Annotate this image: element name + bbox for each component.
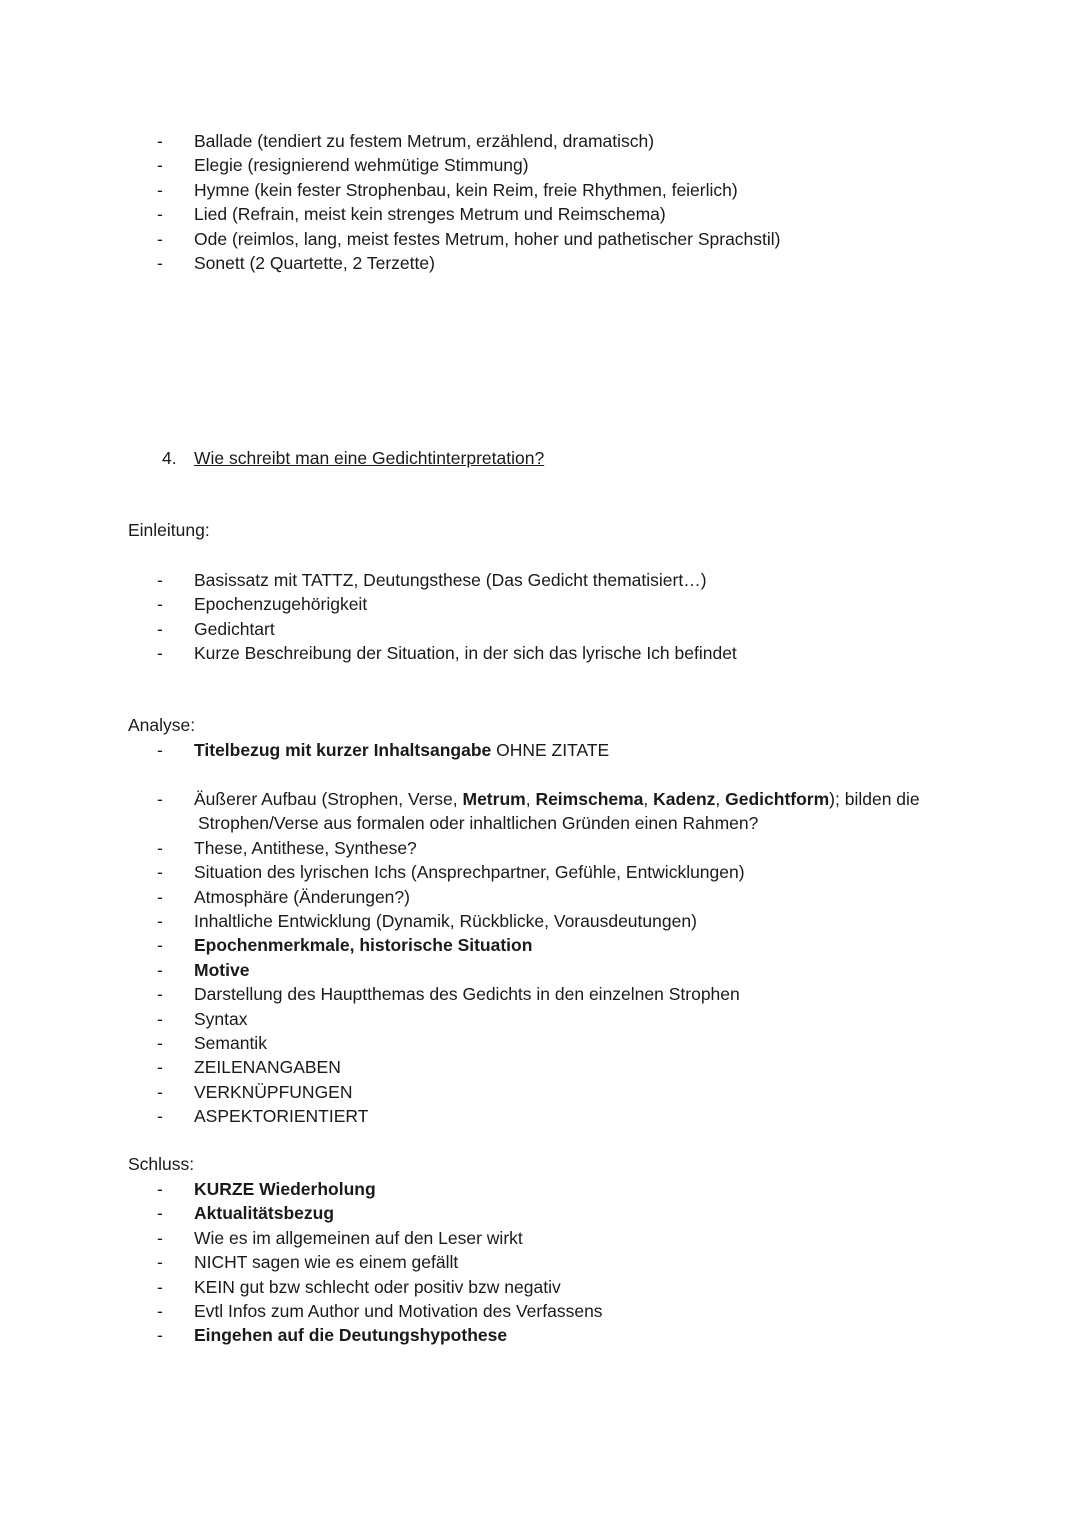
einleitung-list bbox=[0, 568, 1080, 666]
list-item: - Darstellung des Hauptthemas des Gedichts in den einzelnen Strophen bbox=[157, 984, 740, 1005]
section-title: Wie schreibt man eine Gedichtinterpretation? bbox=[194, 448, 545, 468]
list-item: - Semantik bbox=[157, 1032, 267, 1053]
list-item: - Lied (Refrain, meist kein strenges Metrum und Reimschema) bbox=[157, 204, 666, 225]
list-item: - Syntax bbox=[157, 1008, 248, 1029]
list-item: - Sonett (2 Quartette, 2 Terzette) bbox=[157, 252, 435, 273]
list-item: - Hymne (kein fester Strophenbau, kein Reim, freie Rhythmen, feierlich) bbox=[157, 179, 738, 200]
list-item: - Elegie (resignierend wehmütige Stimmung) bbox=[157, 155, 529, 176]
list-item: - ASPEKTORIENTIERT bbox=[157, 1106, 369, 1127]
section-number: 4. bbox=[162, 448, 177, 468]
list-item: - Situation des lyrischen Ichs (Ansprechpartner, Gefühle, Entwicklungen) bbox=[157, 862, 745, 883]
analyse-heading: Analyse: bbox=[128, 715, 196, 735]
list-item: - Ballade (tendiert zu festem Metrum, erzählend, dramatisch) bbox=[157, 131, 655, 151]
list-item: - Inhaltliche Entwicklung (Dynamik, Rückblicke, Vorausdeutungen) bbox=[157, 910, 697, 931]
list-item: - Gedichtart bbox=[157, 618, 275, 639]
list-item: - Motive bbox=[157, 959, 250, 980]
list-item: - VERKNÜPFUNGEN bbox=[157, 1081, 353, 1102]
list-item: - Evtl Infos zum Author und Motivation des Verfassens bbox=[157, 1300, 603, 1321]
einleitung-heading: Einleitung: bbox=[128, 520, 210, 540]
list-item: - Titelbezug mit kurzer Inhaltsangabe OHNE ZITATE bbox=[157, 740, 610, 760]
analyse-list bbox=[0, 787, 1080, 1128]
poem-forms-list bbox=[0, 129, 1080, 275]
list-item: - These, Antithese, Synthese? bbox=[157, 837, 417, 858]
list-item: - Basissatz mit TATTZ, Deutungsthese (Das Gedicht thematisiert…) bbox=[157, 570, 707, 590]
schluss-heading: Schluss: bbox=[128, 1154, 195, 1174]
list-item: - ZEILENANGABEN bbox=[157, 1057, 341, 1078]
list-item: - Eingehen auf die Deutungshypothese bbox=[157, 1325, 508, 1346]
list-item: - Wie es im allgemeinen auf den Leser wirkt bbox=[157, 1227, 523, 1248]
list-item: - Äußerer Aufbau (Strophen, Verse, Metrum, Reimschema, Kadenz, Gedichtform); bilden die Strophen/Verse aus formalen oder inhaltlichen Gründen einen Rahmen? bbox=[157, 789, 920, 834]
section-heading bbox=[162, 446, 544, 470]
list-item: - Kurze Beschreibung der Situation, in der sich das lyrische Ich befindet bbox=[157, 643, 737, 664]
list-item: - Aktualitätsbezug bbox=[157, 1203, 335, 1224]
list-item: - KEIN gut bzw schlecht oder positiv bzw negativ bbox=[157, 1276, 561, 1297]
list-item: - NICHT sagen wie es einem gefällt bbox=[157, 1252, 459, 1273]
analyse-list-intro bbox=[0, 738, 1080, 762]
schluss-list bbox=[0, 1177, 1080, 1348]
list-item: - Ode (reimlos, lang, meist festes Metrum, hoher und pathetischer Sprachstil) bbox=[157, 228, 781, 249]
list-item: - Epochenmerkmale, historische Situation bbox=[157, 935, 533, 956]
list-item: - Atmosphäre (Änderungen?) bbox=[157, 886, 410, 907]
list-item: - Epochenzugehörigkeit bbox=[157, 594, 368, 615]
list-item: - KURZE Wiederholung bbox=[157, 1179, 376, 1199]
